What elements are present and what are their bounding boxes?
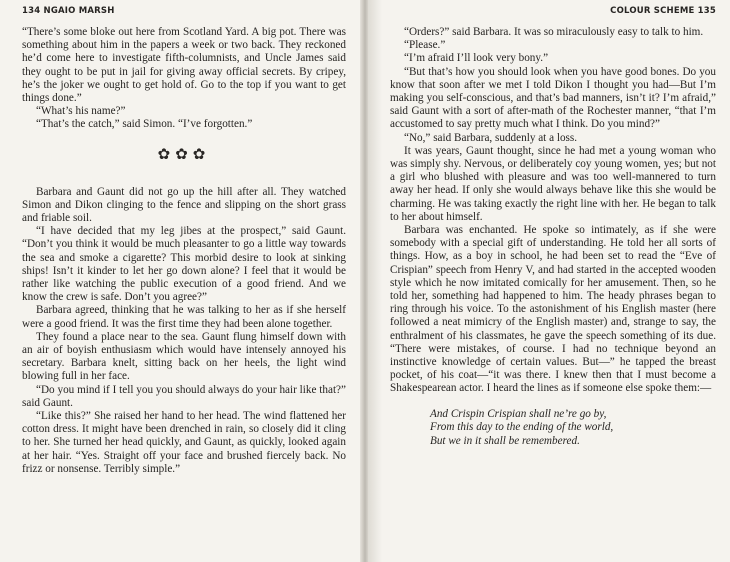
paragraph: “I have decided that my leg jibes at the prospect,” said Gaunt. “Don’t you think it would be much pleasanter to go a little way towards the sea and smoke a cigarette? This morbid desire to look at sinking ships! Isn’t it kinder to let her go down alone? I feel that it would be rather like watching the public execution of a good friend. And we know the crew is safe. Don’t you agree?” <box>22 225 346 304</box>
paragraph: “Orders?” said Barbara. It was so miraculously easy to talk to him. <box>404 26 704 38</box>
paragraph: “What’s his name?” <box>36 105 126 118</box>
verse-line: And Crispin Crispian shall ne’re go by, <box>430 407 607 420</box>
paragraph: Barbara was enchanted. He spoke so intimately, as if she were somebody with a special gift of understanding. He told her all sorts of things. How, as a boy in school, he had been set to read the “Eve of Crispian” speech from Henry V, and had started in the accepted wooden style which he now imitated comically for her amusement. Then, so he told her, something had happened to him. The heady phrases began to ring through his voice. To the astonishment of his English master (here followed a neat mimicry of the English master) and, strange to say, the enthralment of his classmates, he gave the speech something of its due. “There were mistakes, of course. I had no technique beyond an instinctive knowledge of certain values. But—” he tapped the breast pocket, of his coat—“it was there. I knew then that I must become a Shakespearean actor. I heard the lines as if someone else spoke them:— <box>390 224 716 395</box>
verse-quote <box>430 408 716 448</box>
verse-line: From this day to the ending of the world, <box>430 421 614 434</box>
left-running-head: 134 NGAIO MARSH <box>22 6 115 16</box>
paragraph: “I’m afraid I’ll look very bony.” <box>404 52 549 65</box>
paragraph: “But that’s how you should look when you have good bones. Do you know that soon after we met I told Dikon I thought you had—But I’m making you self-conscious, and that’s bad manners, isn’t it? I’m afraid,” said Gaunt with a sort of after-math of the Rochester manner, “that I’m accustomed to say pretty much what I think. Do you mind?” <box>390 65 716 131</box>
right-running-head: COLOUR SCHEME 135 <box>610 6 716 16</box>
right-page <box>368 0 730 562</box>
right-text <box>390 26 716 396</box>
verse-line: But we in it shall be remembered. <box>430 434 580 447</box>
paragraph: “Like this?” She raised her hand to her head. The wind flattened her cotton dress. It might have been drenched in rain, so closely did it cling to her. She turned her head quickly, and Gaunt, as quickly, looked again at her hair. “Yes. Straight off your face and brushed fiercely back. No frizz or nonsense. Terribly simple.” <box>22 410 346 475</box>
paragraph: “There’s some bloke out here from Scotland Yard. A big pot. There was something about him in the papers a week or two back. They reckoned he’d come here to investigate fifth-columnists, and Uncle James said they ought to be put in jail for giving away official secrets. By cripey, he’s the joker we ought to get hold of. Go to the top if you want to get things done.” <box>22 26 346 105</box>
paragraph: “No,” said Barbara, suddenly at a loss. <box>404 131 578 144</box>
section-break-ornament: ✿✿✿ <box>157 146 211 163</box>
left-text-after <box>22 186 346 476</box>
paragraph: They found a place near to the sea. Gaunt flung himself down with an air of boyish enthusiasm which would have intensely annoyed his secretary. Barbara knelt, sitting back on her heels, the light wind blowing full in her face. <box>22 330 346 383</box>
paragraph: Barbara agreed, thinking that he was talking to her as if she herself were a good friend. It was the first time they had been alone together. <box>22 304 346 330</box>
paragraph: “Please.” <box>404 39 446 52</box>
paragraph: “Do you mind if I tell you you should always do your hair like that?” said Gaunt. <box>22 383 346 409</box>
paragraph: It was years, Gaunt thought, since he had met a young woman who was simply shy. Nervous, or deliberately coy young women, yes; but not a girl who blushed with pleasure and was too well-mannered to turn away her head. If only she would always behave like this she would be charming. He was taking exactly the right line with her. He began to talk to her about himself. <box>390 144 716 223</box>
paragraph: Barbara and Gaunt did not go up the hill after all. They watched Simon and Dikon clinging to the fence and slipping on the short grass and friable soil. <box>22 185 346 225</box>
left-text-before <box>22 26 346 132</box>
left-page <box>0 0 362 562</box>
paragraph: “That’s the catch,” said Simon. “I’ve forgotten.” <box>36 118 253 131</box>
